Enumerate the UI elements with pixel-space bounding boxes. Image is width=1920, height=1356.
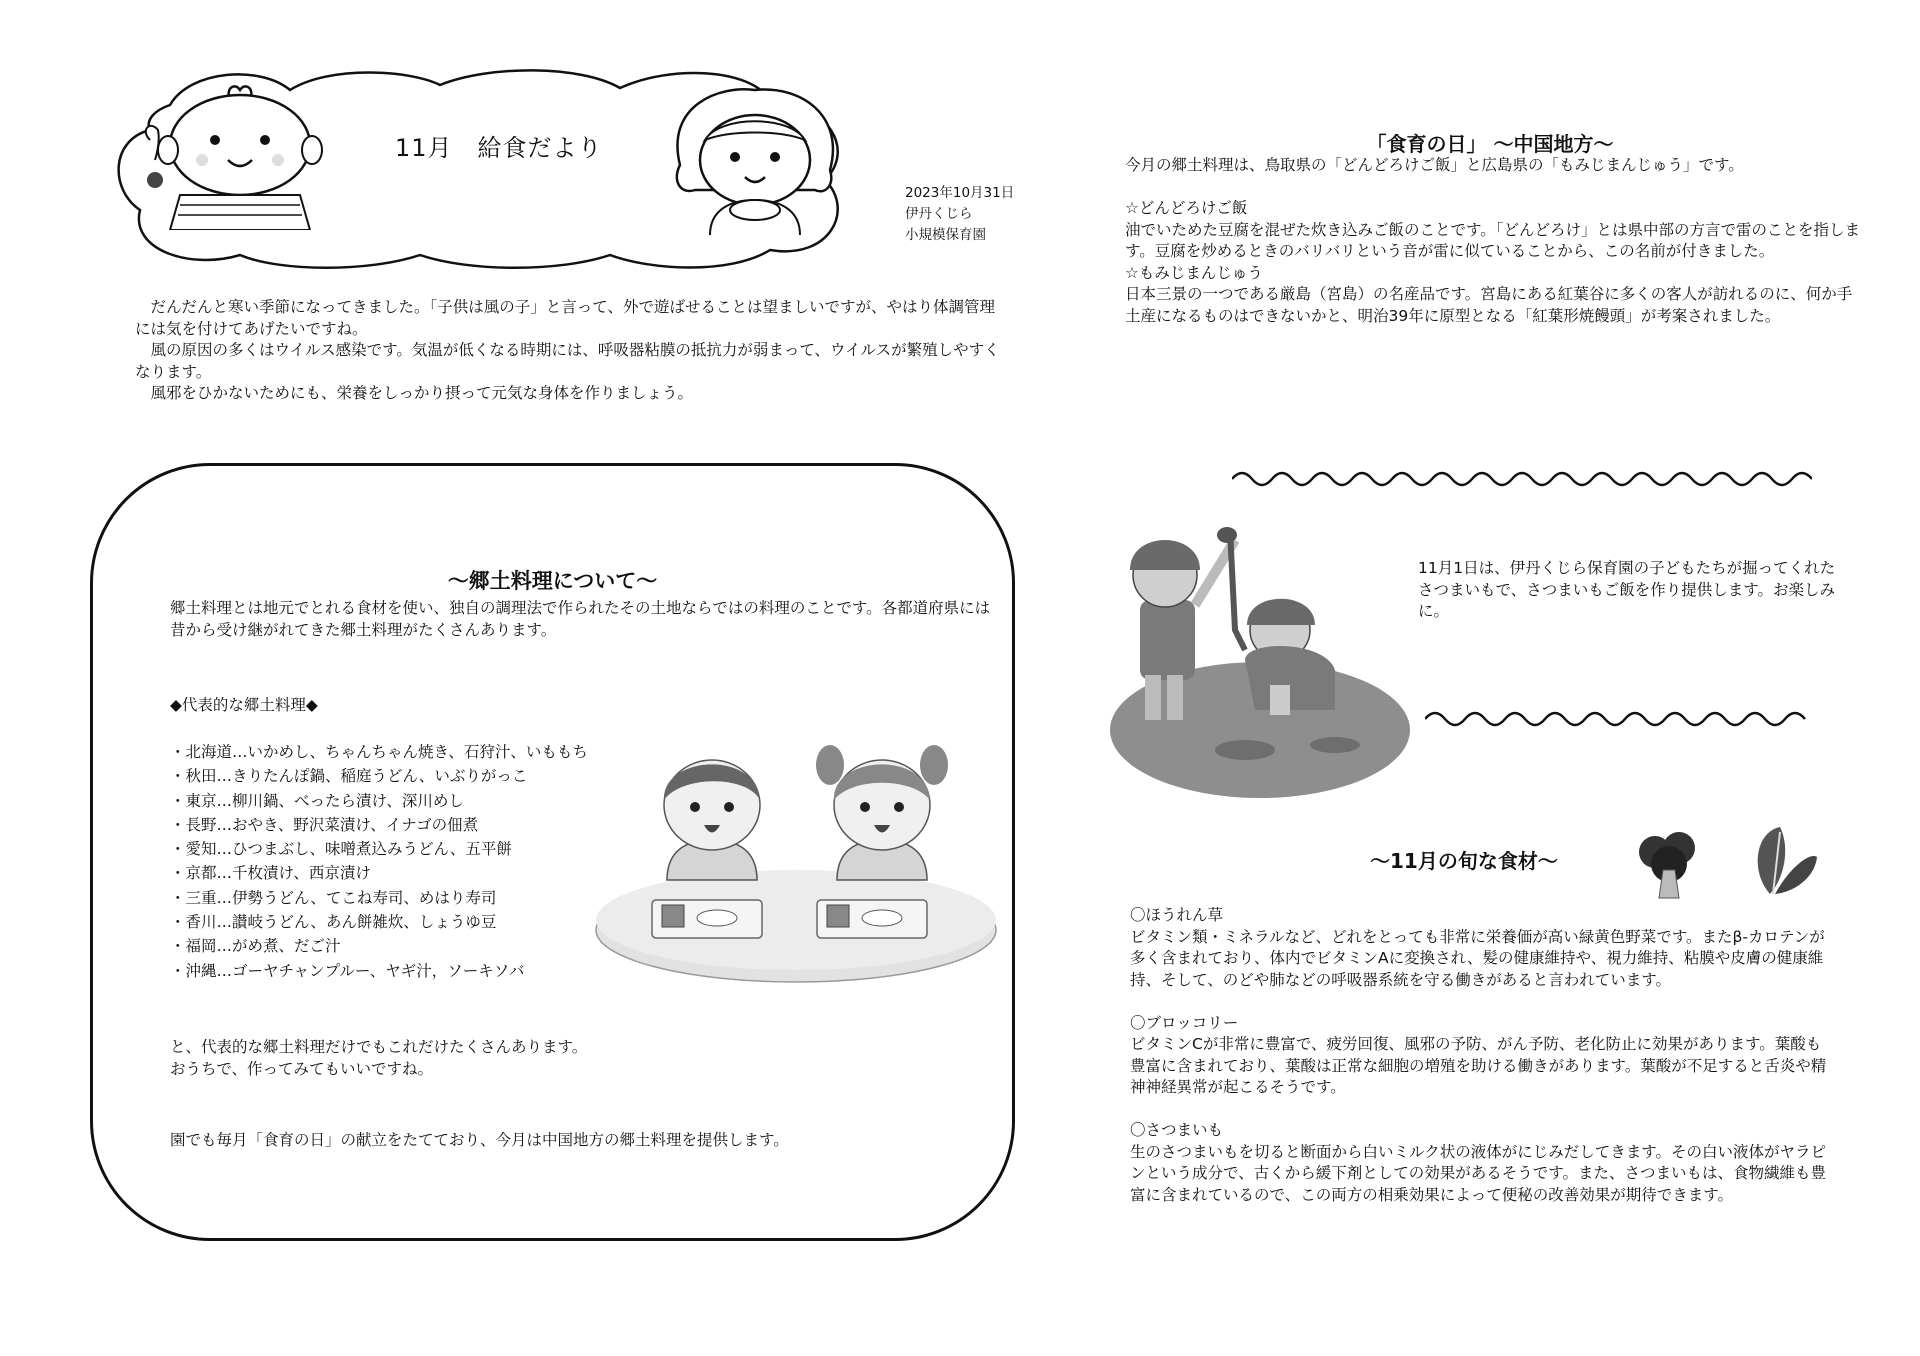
food-description: ビタミン類・ミネラルなど、どれをとっても非常に栄養価が高い緑黄色野菜です。またβ-カロテンが多く含まれており、体内でビタミンAに変換され、髪の健康維持や、視力維持、粘膜や皮膚の健康維持、そして、のどや肺などの呼吸器系統を守る働きがあると言われています。 xyxy=(1130,927,1825,989)
issue-date: 2023年10月31日 xyxy=(905,185,1015,201)
shokuiku-text xyxy=(1125,155,1860,327)
newsletter-title: 11月 給食だより xyxy=(395,134,603,162)
dish-title: ☆どんどろけご飯 xyxy=(1125,199,1248,217)
list-item: ・福岡…がめ煮、だご汁 xyxy=(170,937,341,956)
issuer-school: 小規模保育園 xyxy=(905,227,986,243)
shun-heading: ～11月の旬な食材～ xyxy=(1370,849,1558,873)
list-item: ・北海道…いかめし、ちゃんちゃん焼き、石狩汁、いももち xyxy=(170,743,588,761)
kyodo-list-title: ◆代表的な郷土料理◆ xyxy=(170,696,318,714)
food-title: 〇ほうれん草 xyxy=(1130,906,1224,924)
issue-info xyxy=(905,183,1014,246)
intro-paragraph: だんだんと寒い季節になってきました。「子供は風の子」と言って、外で遊ばせることは望ましいですが、やはり体調管理には気を付けてあげたいですね。 xyxy=(135,298,995,338)
kyodo-list xyxy=(170,740,650,983)
list-item: ・香川…讃岐うどん、あん餅雑炊、しょうゆ豆 xyxy=(170,913,497,932)
kyodo-outro-1: と、代表的な郷土料理だけでもこれだけたくさんあります。 xyxy=(170,1038,588,1056)
kyodo-outro-2: おうちで、作ってみてもいいですね。 xyxy=(170,1060,434,1078)
food-description: 生のさつまいもを切ると断面から白いミルク状の液体がにじみだしてきます。その白い液体がヤラピンという成分で、古くから緩下剤としての効果があるそうです。また、さつまいもは、食物繊維も豊富に含まれているので、この両方の相乗効果によって便秘の改善効果が期待できます。 xyxy=(1130,1142,1826,1204)
list-item: ・三重…伊勢うどん、てこね寿司、めはり寿司 xyxy=(170,888,497,907)
list-item: ・東京…柳川鍋、べったら漬け、深川めし xyxy=(170,791,464,810)
children-eating-icon xyxy=(592,715,1000,990)
kyodo-intro: 郷土料理とは地元でとれる食材を使い、独自の調理法で作られたその土地ならではの料理のことです。各都道府県には昔から受け継がれてきた郷土料理がたくさんあります。 xyxy=(170,599,991,639)
imo-announcement: 11月1日は、伊丹くじら保育園の子どもたちが掘ってくれたさつまいもで、さつまいもご飯を作り提供します。お楽しみに。 xyxy=(1418,559,1836,620)
dish-description: 日本三景の一つである厳島（宮島）の名産品です。宮島にある紅葉谷に多くの客人が訪れるのに、何か手土産になるものはできないかと、明治39年に原型となる「紅葉形焼饅頭」が考案されました。 xyxy=(1125,285,1853,325)
dish-description: 油でいためた豆腐を混ぜた炊き込みご飯のことです。「どんどろけ」とは県中部の方言で雷のことを指します。豆腐を炒めるときのバリバリという音が雷に似ていることから、この名前が付きました。 xyxy=(1125,220,1861,260)
food-title: 〇ブロッコリー xyxy=(1130,1013,1239,1032)
leaf-garland-icon xyxy=(1425,705,1810,733)
list-item: ・長野…おやき、野沢菜漬け、イナゴの佃煮 xyxy=(170,815,479,834)
spinach-icon xyxy=(1745,822,1820,897)
food-title: 〇さつまいも xyxy=(1130,1121,1224,1139)
list-item: ・沖縄…ゴーヤチャンプルー、ヤギ汁，ソーキソバ xyxy=(170,961,525,980)
list-item: ・愛知…ひつまぶし、味噌煮込みうどん、五平餅 xyxy=(170,840,512,859)
shun-list xyxy=(1130,905,1830,1206)
girl-mascot-icon xyxy=(660,85,850,235)
broccoli-icon xyxy=(1635,830,1703,900)
intro-text xyxy=(135,297,1005,405)
dish-title: ☆もみじまんじゅう xyxy=(1125,263,1263,282)
shokuiku-intro: 今月の郷土料理は、鳥取県の「どんどろけご飯」と広島県の「もみじまんじゅう」です。 xyxy=(1125,156,1744,174)
boy-mascot-icon xyxy=(140,80,340,230)
list-item: ・秋田…きりたんぽ鍋、稲庭うどん、いぶりがっこ xyxy=(170,767,528,786)
list-item: ・京都…千枚漬け、西京漬け xyxy=(170,864,371,883)
kyodo-outro-3: 園でも毎月「食育の日」の献立をたてており、今月は中国地方の郷土料理を提供します。 xyxy=(170,1131,789,1149)
intro-paragraph: 風邪をひかないためにも、栄養をしっかり摂って元気な身体を作りましょう。 xyxy=(135,384,694,402)
intro-paragraph: 風の原因の多くはウイルス感染です。気温が低くなる時期には、呼吸器粘膜の抵抗力が弱まって、ウイルスが繁殖しやすくなります。 xyxy=(135,341,1000,381)
children-digging-icon xyxy=(1095,510,1415,800)
shokuiku-heading: 「食育の日」 ～中国地方～ xyxy=(1366,132,1614,156)
food-description: ビタミンCが非常に豊富で、疲労回復、風邪の予防、がん予防、老化防止に効果があります。葉酸も豊富に含まれており、葉酸は正常な細胞の増殖を助ける働きがあります。葉酸が不足すると舌炎や精神神経異常が起こるそうです。 xyxy=(1130,1035,1827,1096)
leaf-garland-icon xyxy=(1232,465,1812,493)
kyodo-heading: ～郷土料理について～ xyxy=(447,569,658,593)
issuer-org: 伊丹くじら xyxy=(905,206,973,222)
